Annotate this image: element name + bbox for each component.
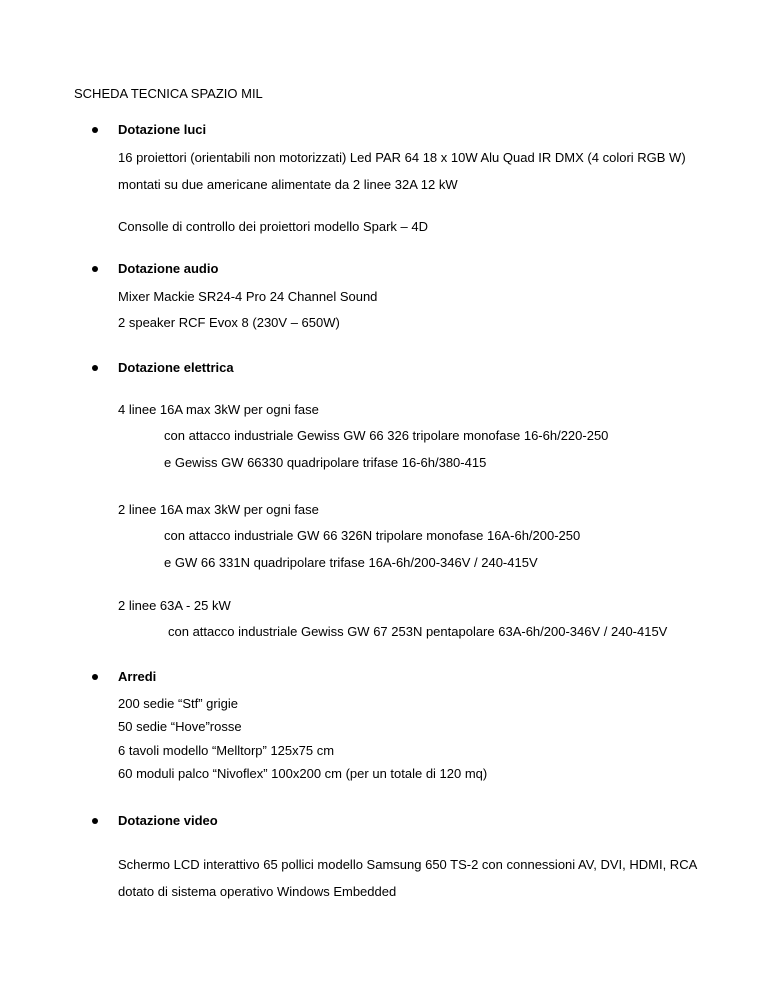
bullet-icon [92, 818, 98, 824]
section-line: con attacco industriale GW 66 326N tripolare monofase 16A-6h/200-250 [164, 528, 581, 543]
section-line: 4 linee 16A max 3kW per ogni fase [118, 402, 319, 417]
section-heading: Dotazione elettrica [118, 360, 234, 375]
bullet-icon [92, 127, 98, 133]
section-heading: Arredi [118, 669, 157, 684]
section-heading: Dotazione luci [118, 122, 207, 137]
section-line: 2 speaker RCF Evox 8 (230V – 650W) [118, 315, 340, 330]
section-line: 6 tavoli modello “Melltorp” 125x75 cm [118, 743, 335, 758]
section-line: 2 linee 63A - 25 kW [118, 598, 231, 613]
bullet-icon [92, 674, 98, 680]
section-line: e Gewiss GW 66330 quadripolare trifase 16-6h/380-415 [164, 455, 487, 470]
section-heading: Dotazione audio [118, 261, 219, 276]
section-line: Mixer Mackie SR24-4 Pro 24 Channel Sound [118, 289, 378, 304]
section-line: 2 linee 16A max 3kW per ogni fase [118, 502, 319, 517]
section-line: dotato di sistema operativo Windows Embedded [118, 884, 397, 899]
section-line: Schermo LCD interattivo 65 pollici modello Samsung 650 TS-2 con connessioni AV, DVI, HDMI, RCA [118, 857, 698, 872]
section-line: con attacco industriale Gewiss GW 67 253N pentapolare 63A-6h/200-346V / 240-415V [168, 624, 668, 639]
section-line: 200 sedie “Stf” grigie [118, 696, 238, 711]
document-title: SCHEDA TECNICA SPAZIO MIL [74, 86, 263, 101]
section-line: 16 proiettori (orientabili non motorizzati) Led PAR 64 18 x 10W Alu Quad IR DMX (4 colori RGB W) [118, 150, 686, 165]
section-line: 50 sedie “Hove”rosse [118, 719, 242, 734]
bullet-icon [92, 365, 98, 371]
section-line: Consolle di controllo dei proiettori modello Spark – 4D [118, 219, 428, 234]
section-line: con attacco industriale Gewiss GW 66 326 tripolare monofase 16-6h/220-250 [164, 428, 609, 443]
bullet-icon [92, 266, 98, 272]
section-line: 60 moduli palco “Nivoflex” 100x200 cm (per un totale di 120 mq) [118, 766, 488, 781]
section-line: montati su due americane alimentate da 2 linee 32A 12 kW [118, 177, 458, 192]
section-line: e GW 66 331N quadripolare trifase 16A-6h/200-346V / 240-415V [164, 555, 538, 570]
section-heading: Dotazione video [118, 813, 218, 828]
